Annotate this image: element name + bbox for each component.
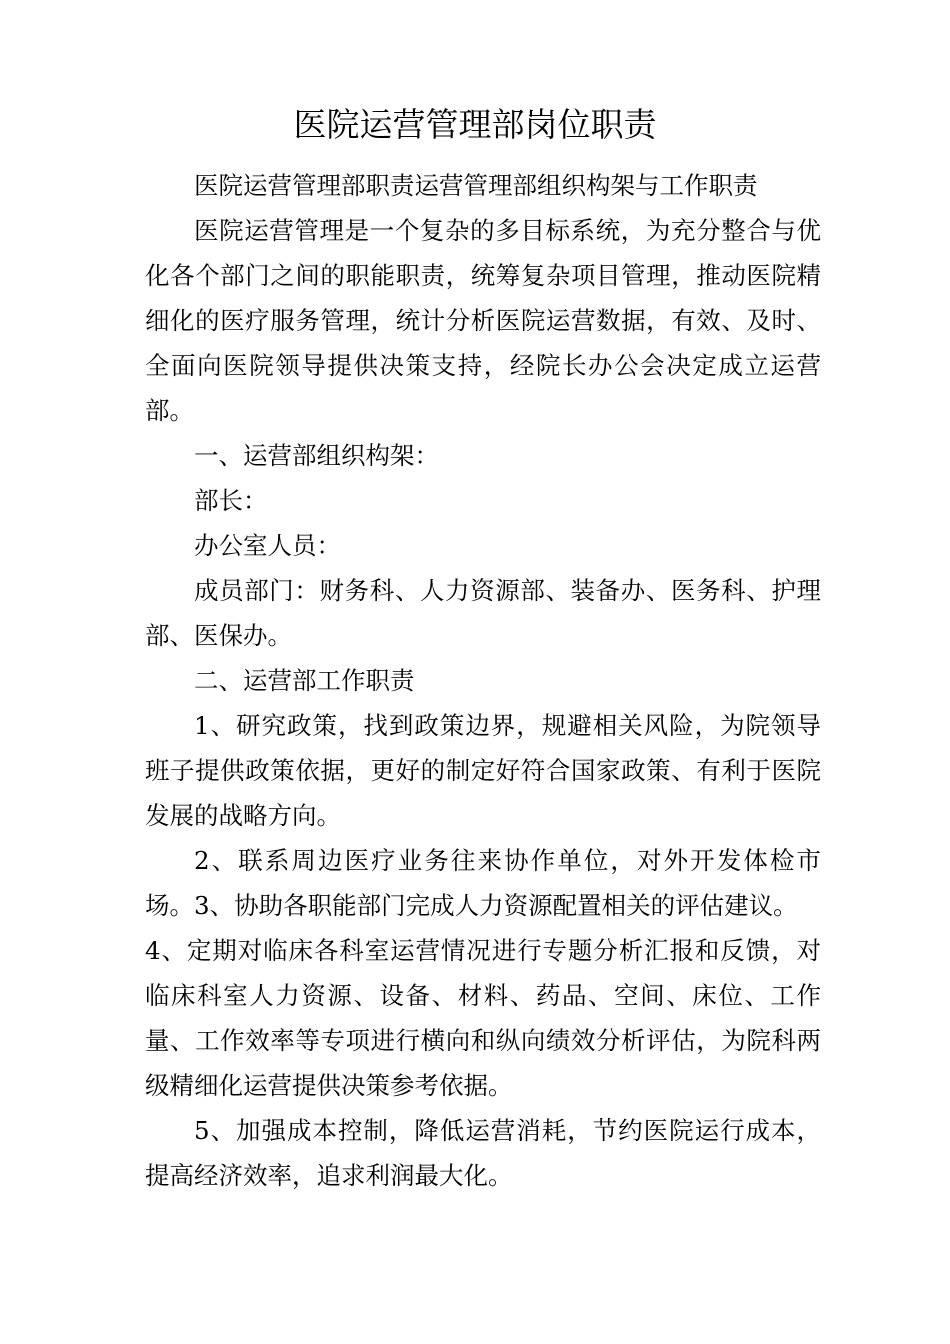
member-departments-paragraph: 成员部门：财务科、人力资源部、装备办、医务科、护理部、医保办。 (145, 576, 821, 650)
document-body (145, 163, 821, 1198)
office-staff-line: 办公室人员： (194, 531, 341, 560)
section-heading-duties: 二、运营部工作职责 (194, 666, 415, 695)
duty-item-1: 1、研究政策，找到政策边界，规避相关风险，为院领导班子提供政策依据，更好的制定好符合国家政策、有利于医院发展的战略方向。 (145, 711, 821, 830)
page-title: 医院运营管理部岗位职责 (293, 105, 657, 144)
section-heading-structure: 一、运营部组织构架： (194, 441, 439, 470)
subtitle-paragraph: 医院运营管理部职责运营管理部组织构架与工作职责 (194, 171, 758, 200)
intro-paragraph: 医院运营管理是一个复杂的多目标系统，为充分整合与优化各个部门之间的职能职责，统筹复杂项目管理，推动医院精细化的医疗服务管理，统计分析医院运营数据，有效、及时、全面向医院领导提供决策支持，经院长办公会决定成立运营部。 (145, 216, 821, 425)
duty-item-5: 5、加强成本控制，降低运营消耗，节约医院运行成本，提高经济效率，追求利润最大化。 (145, 1116, 821, 1190)
duty-item-4: 4、定期对临床各科室运营情况进行专题分析汇报和反馈，对临床科室人力资源、设备、材料、药品、空间、床位、工作量、工作效率等专项进行横向和纵向绩效分析评估，为院科两级精细化运营提供决策参考依据。 (145, 936, 821, 1100)
duty-item-2-3: 2、联系周边医疗业务往来协作单位，对外开发体检市场。3、协助各职能部门完成人力资源配置相关的评估建议。 (145, 846, 821, 920)
director-line: 部长： (194, 486, 268, 515)
